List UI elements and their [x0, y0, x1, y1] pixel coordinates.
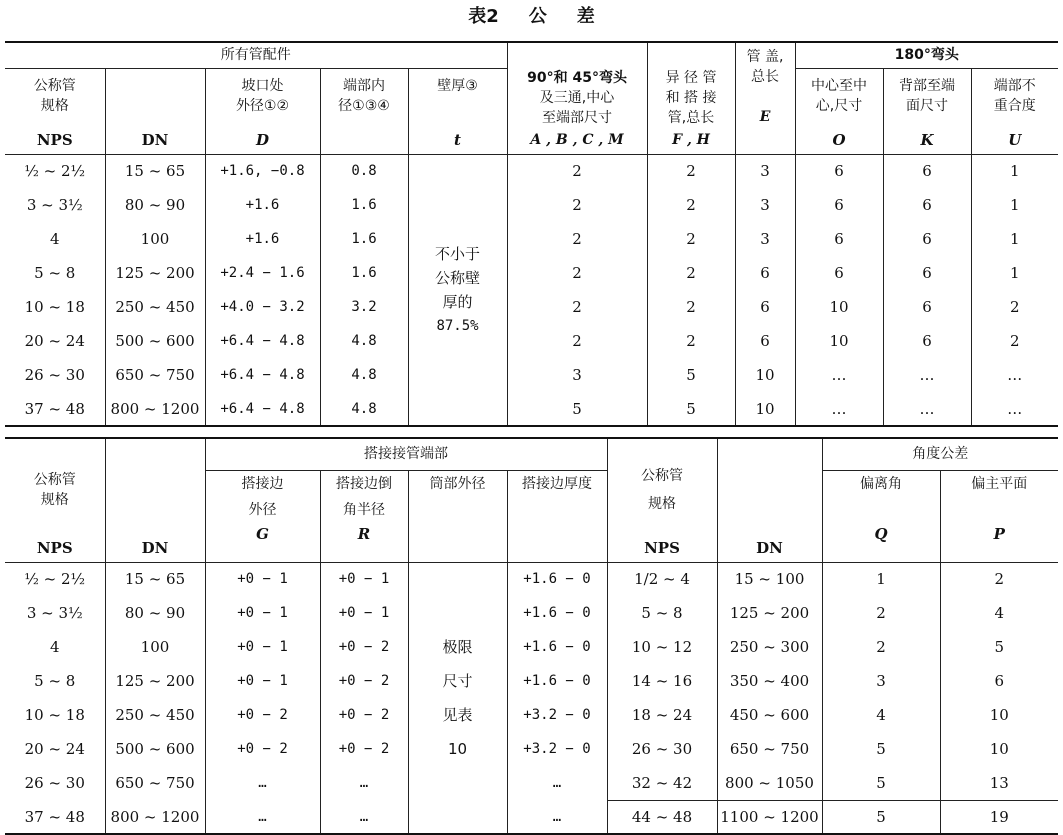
table-row — [5, 256, 1058, 290]
cell-g: +0 − 1 — [205, 596, 320, 630]
cell-fh: 5 — [647, 392, 735, 426]
cell-inner: 4.8 — [320, 392, 408, 426]
cell-dn: 15 ~ 65 — [105, 154, 205, 188]
cell-dn-angle: 800 ~ 1050 — [717, 766, 822, 800]
table-title — [0, 0, 1063, 34]
cell-dn-angle: 125 ~ 200 — [717, 596, 822, 630]
cell-fh: 5 — [647, 358, 735, 392]
cell-inner: 0.8 — [320, 154, 408, 188]
col-header-nps: 公称管 规格 NPS — [5, 438, 105, 562]
col-header-back-face: 背部至端 面尺寸 K — [883, 68, 971, 154]
table-number: 表2 — [468, 6, 499, 27]
table-row — [5, 188, 1058, 222]
group-header-lap-joint: 搭接接管端部 — [205, 438, 607, 470]
cell-p: 6 — [940, 664, 1058, 698]
cell-dn-angle: 15 ~ 100 — [717, 562, 822, 596]
cell-dn-angle: 250 ~ 300 — [717, 630, 822, 664]
cell-g: +0 − 1 — [205, 562, 320, 596]
cell-dn: 250 ~ 450 — [105, 698, 205, 732]
table-row — [5, 358, 1058, 392]
col-header-cap: 管 盖, 总长 E — [735, 42, 795, 154]
cell-e: 6 — [735, 324, 795, 358]
cell-k: 6 — [883, 188, 971, 222]
cell-nps: ½ ~ 2½ — [5, 562, 105, 596]
cell-o: 10 — [795, 290, 883, 324]
cell-fh: 2 — [647, 154, 735, 188]
col-header-barrel-od: 筒部外径 — [408, 470, 507, 562]
cell-dn: 125 ~ 200 — [105, 664, 205, 698]
cell-r: +0 − 2 — [320, 664, 408, 698]
col-header-off-angle: 偏离角 Q — [822, 470, 940, 562]
cell-d: +2.4 − 1.6 — [205, 256, 320, 290]
cell-d: +4.0 − 3.2 — [205, 290, 320, 324]
cell-r: +0 − 2 — [320, 630, 408, 664]
cell-q: 5 — [822, 732, 940, 766]
cell-p: 2 — [940, 562, 1058, 596]
cell-nps: 26 ~ 30 — [5, 358, 105, 392]
cell-k: … — [883, 392, 971, 426]
cell-lap-thickness: … — [507, 800, 607, 834]
cell-q: 5 — [822, 800, 940, 834]
cell-lap-thickness: +3.2 − 0 — [507, 732, 607, 766]
col-header-lap-thickness: 搭接边厚度 — [507, 470, 607, 562]
cell-abcm: 2 — [507, 154, 647, 188]
cell-g: +0 − 2 — [205, 732, 320, 766]
wall-note-line: 厚的 — [442, 292, 473, 311]
cell-nps: 37 ~ 48 — [5, 392, 105, 426]
cell-g: +0 − 1 — [205, 664, 320, 698]
cell-abcm: 5 — [507, 392, 647, 426]
cell-e: 6 — [735, 290, 795, 324]
cell-lap-thickness: +1.6 − 0 — [507, 630, 607, 664]
cell-d: +1.6 — [205, 222, 320, 256]
cell-nps: 10 ~ 18 — [5, 290, 105, 324]
cell-o: 6 — [795, 256, 883, 290]
table-row — [5, 562, 1058, 596]
cell-e: 10 — [735, 392, 795, 426]
cell-dn: 80 ~ 90 — [105, 188, 205, 222]
cell-u: 2 — [971, 324, 1058, 358]
col-header-center-center: 中心至中 心,尺寸 O — [795, 68, 883, 154]
cell-r: … — [320, 800, 408, 834]
cell-r: … — [320, 766, 408, 800]
barrel-note-line: 见表 — [442, 705, 473, 724]
cell-o: 10 — [795, 324, 883, 358]
cell-lap-thickness: … — [507, 766, 607, 800]
tolerance-table-all-fittings — [5, 41, 1058, 427]
cell-u: … — [971, 358, 1058, 392]
col-header-dn: DN — [105, 438, 205, 562]
cell-abcm: 2 — [507, 222, 647, 256]
cell-e: 3 — [735, 222, 795, 256]
cell-abcm: 2 — [507, 188, 647, 222]
cell-lap-thickness: +1.6 − 0 — [507, 562, 607, 596]
col-header-lap-radius: 搭接边倒 角半径 R — [320, 470, 408, 562]
cell-dn: 800 ~ 1200 — [105, 392, 205, 426]
cell-p: 13 — [940, 766, 1058, 800]
cell-dn-angle: 650 ~ 750 — [717, 732, 822, 766]
cell-r: +0 − 1 — [320, 562, 408, 596]
cell-barrel-note — [408, 562, 507, 834]
cell-k: … — [883, 358, 971, 392]
cell-u: 1 — [971, 256, 1058, 290]
cell-dn: 500 ~ 600 — [105, 732, 205, 766]
cell-nps-angle: 26 ~ 30 — [607, 732, 717, 766]
cell-nps: 20 ~ 24 — [5, 324, 105, 358]
cell-q: 4 — [822, 698, 940, 732]
cell-d: +1.6, −0.8 — [205, 154, 320, 188]
cell-lap-thickness: +1.6 − 0 — [507, 596, 607, 630]
cell-p: 5 — [940, 630, 1058, 664]
cell-k: 6 — [883, 154, 971, 188]
group-header-angle-tolerance: 角度公差 — [822, 438, 1058, 470]
cell-dn-angle: 1100 ~ 1200 — [717, 800, 822, 834]
col-header-reducer-lap: 异 径 管 和 搭 接 管,总长 F , H — [647, 42, 735, 154]
cell-g: … — [205, 800, 320, 834]
tolerance-table-lap-joint — [5, 437, 1058, 835]
col-header-alignment: 端部不 重合度 U — [971, 68, 1058, 154]
cell-nps: 20 ~ 24 — [5, 732, 105, 766]
cell-nps: ½ ~ 2½ — [5, 154, 105, 188]
cell-lap-thickness: +1.6 − 0 — [507, 664, 607, 698]
cell-q: 3 — [822, 664, 940, 698]
cell-d: +6.4 − 4.8 — [205, 358, 320, 392]
cell-p: 4 — [940, 596, 1058, 630]
cell-nps: 3 ~ 3½ — [5, 596, 105, 630]
cell-abcm: 3 — [507, 358, 647, 392]
cell-nps-angle: 5 ~ 8 — [607, 596, 717, 630]
col-header-dn: DN — [105, 68, 205, 154]
wall-note-line: 87.5% — [436, 317, 479, 334]
cell-k: 6 — [883, 290, 971, 324]
cell-r: +0 − 1 — [320, 596, 408, 630]
table-title-char-2: 差 — [576, 6, 595, 27]
cell-fh: 2 — [647, 256, 735, 290]
cell-g: +0 − 2 — [205, 698, 320, 732]
table-row — [5, 596, 1058, 630]
cell-inner: 1.6 — [320, 256, 408, 290]
cell-u: 1 — [971, 154, 1058, 188]
cell-d: +6.4 − 4.8 — [205, 392, 320, 426]
cell-nps-angle: 14 ~ 16 — [607, 664, 717, 698]
cell-nps-angle: 32 ~ 42 — [607, 766, 717, 800]
cell-k: 6 — [883, 256, 971, 290]
cell-o: … — [795, 392, 883, 426]
cell-nps: 37 ~ 48 — [5, 800, 105, 834]
cell-r: +0 − 2 — [320, 732, 408, 766]
cell-e: 6 — [735, 256, 795, 290]
cell-q: 1 — [822, 562, 940, 596]
cell-inner: 1.6 — [320, 222, 408, 256]
cell-u: 1 — [971, 222, 1058, 256]
cell-abcm: 2 — [507, 290, 647, 324]
col-header-wall: 壁厚③ t — [408, 68, 507, 154]
wall-note-line: 公称壁 — [435, 268, 481, 287]
cell-abcm: 2 — [507, 324, 647, 358]
group-header-all-fittings: 所有管配件 — [5, 42, 507, 68]
cell-fh: 2 — [647, 290, 735, 324]
cell-u: … — [971, 392, 1058, 426]
table-row — [5, 392, 1058, 426]
cell-k: 6 — [883, 324, 971, 358]
cell-u: 1 — [971, 188, 1058, 222]
cell-dn: 15 ~ 65 — [105, 562, 205, 596]
cell-dn: 125 ~ 200 — [105, 256, 205, 290]
cell-o: 6 — [795, 188, 883, 222]
cell-g: … — [205, 766, 320, 800]
col-header-lap-od: 搭接边 外径 G — [205, 470, 320, 562]
cell-nps-angle: 18 ~ 24 — [607, 698, 717, 732]
cell-dn: 80 ~ 90 — [105, 596, 205, 630]
barrel-note-line: 10 — [447, 739, 468, 758]
col-header-end-id: 端部内 径①③④ — [320, 68, 408, 154]
table-row — [5, 800, 1058, 834]
cell-nps: 3 ~ 3½ — [5, 188, 105, 222]
table-row — [5, 290, 1058, 324]
cell-dn: 650 ~ 750 — [105, 358, 205, 392]
col-header-elbow-tee: 90°和 45°弯头 及三通,中心 至端部尺寸 A , B , C , M — [507, 42, 647, 154]
barrel-note-line: 极限 — [442, 637, 473, 656]
cell-e: 3 — [735, 154, 795, 188]
table-row — [5, 732, 1058, 766]
table-title-char-1: 公 — [528, 6, 547, 27]
col-header-dn-angle: DN — [717, 438, 822, 562]
barrel-note-line: 尺寸 — [442, 671, 473, 690]
cell-o: 6 — [795, 222, 883, 256]
cell-o: … — [795, 358, 883, 392]
cell-d: +6.4 − 4.8 — [205, 324, 320, 358]
table-row — [5, 698, 1058, 732]
cell-q: 5 — [822, 766, 940, 800]
col-header-nps: 公称管 规格 NPS — [5, 68, 105, 154]
table-row — [5, 766, 1058, 800]
cell-nps: 5 ~ 8 — [5, 256, 105, 290]
table-row — [5, 154, 1058, 188]
col-header-nps-angle: 公称管 规格 NPS — [607, 438, 717, 562]
cell-o: 6 — [795, 154, 883, 188]
cell-p: 10 — [940, 698, 1058, 732]
table-row — [5, 664, 1058, 698]
cell-nps-angle: 1/2 ~ 4 — [607, 562, 717, 596]
cell-nps-angle: 10 ~ 12 — [607, 630, 717, 664]
cell-dn: 100 — [105, 630, 205, 664]
cell-inner: 3.2 — [320, 290, 408, 324]
cell-inner: 1.6 — [320, 188, 408, 222]
cell-dn-angle: 450 ~ 600 — [717, 698, 822, 732]
group-header-180-elbow: 180°弯头 — [795, 42, 1058, 68]
cell-u: 2 — [971, 290, 1058, 324]
cell-p: 19 — [940, 800, 1058, 834]
cell-d: +1.6 — [205, 188, 320, 222]
cell-e: 10 — [735, 358, 795, 392]
cell-lap-thickness: +3.2 − 0 — [507, 698, 607, 732]
table-row — [5, 630, 1058, 664]
cell-q: 2 — [822, 630, 940, 664]
cell-e: 3 — [735, 188, 795, 222]
cell-p: 10 — [940, 732, 1058, 766]
cell-dn: 100 — [105, 222, 205, 256]
cell-dn-angle: 350 ~ 400 — [717, 664, 822, 698]
cell-nps: 4 — [5, 630, 105, 664]
table-row — [5, 324, 1058, 358]
col-header-bevel-od: 坡口处 外径①② D — [205, 68, 320, 154]
cell-g: +0 − 1 — [205, 630, 320, 664]
cell-dn: 250 ~ 450 — [105, 290, 205, 324]
cell-r: +0 − 2 — [320, 698, 408, 732]
cell-fh: 2 — [647, 188, 735, 222]
cell-q: 2 — [822, 596, 940, 630]
cell-nps: 10 ~ 18 — [5, 698, 105, 732]
cell-nps: 5 ~ 8 — [5, 664, 105, 698]
cell-abcm: 2 — [507, 256, 647, 290]
cell-inner: 4.8 — [320, 358, 408, 392]
cell-nps: 26 ~ 30 — [5, 766, 105, 800]
cell-k: 6 — [883, 222, 971, 256]
cell-dn: 650 ~ 750 — [105, 766, 205, 800]
cell-wall-note — [408, 154, 507, 426]
cell-dn: 500 ~ 600 — [105, 324, 205, 358]
cell-dn: 800 ~ 1200 — [105, 800, 205, 834]
cell-inner: 4.8 — [320, 324, 408, 358]
wall-note-line: 不小于 — [435, 244, 481, 263]
cell-nps-angle: 44 ~ 48 — [607, 800, 717, 834]
col-header-off-plane: 偏主平面 P — [940, 470, 1058, 562]
cell-fh: 2 — [647, 222, 735, 256]
cell-fh: 2 — [647, 324, 735, 358]
cell-nps: 4 — [5, 222, 105, 256]
table-row — [5, 222, 1058, 256]
